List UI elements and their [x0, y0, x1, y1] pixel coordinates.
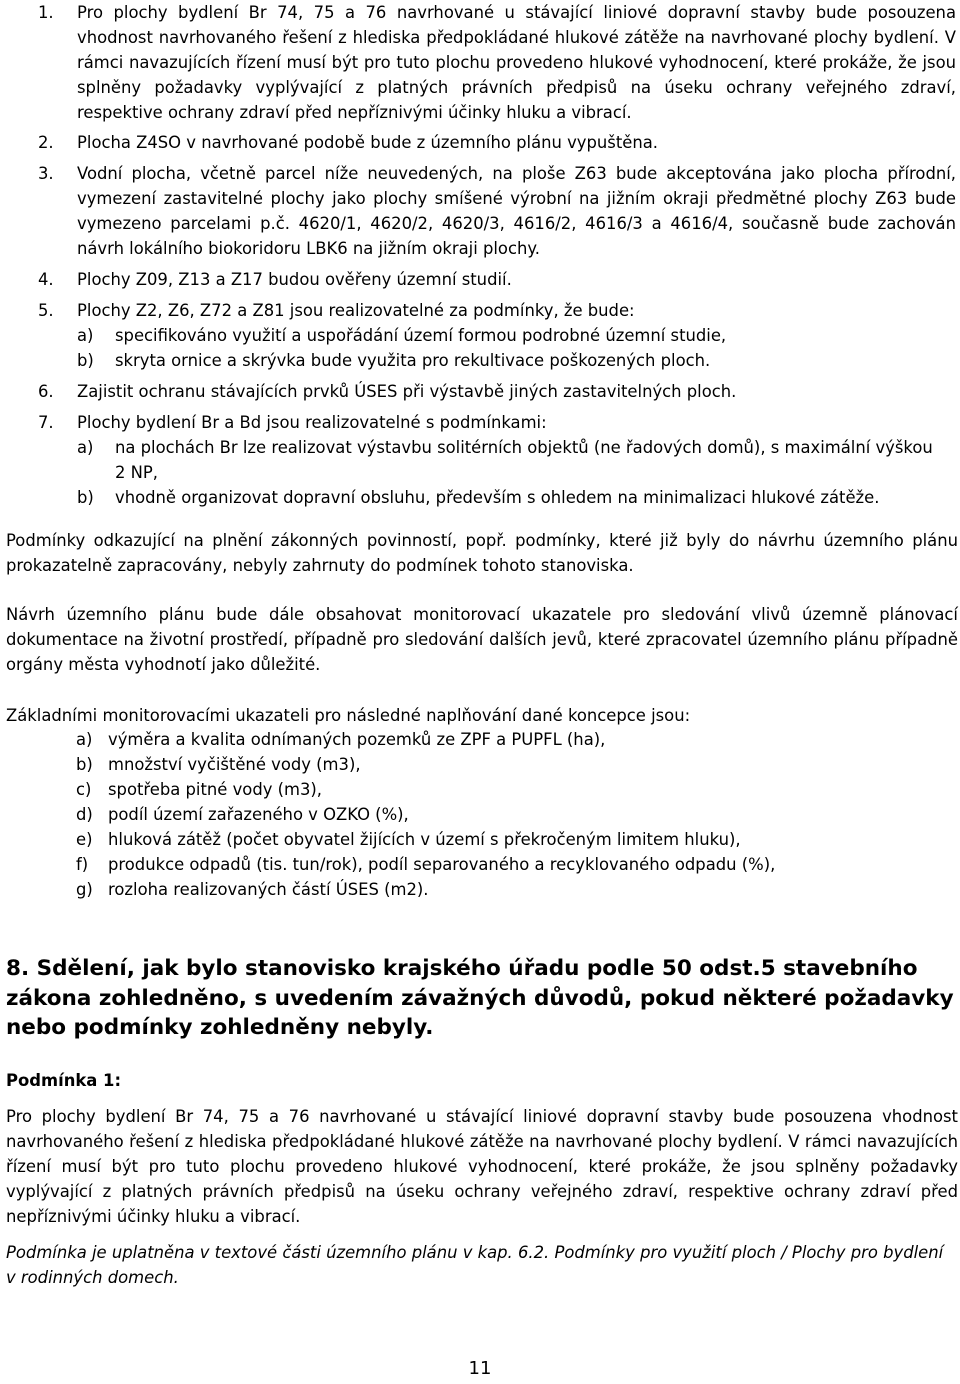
sub-item-text: skryta ornice a skrývka bude využita pro rekultivace poškozených ploch. — [115, 351, 711, 370]
list-item — [0, 298, 960, 373]
sub-item — [77, 485, 960, 510]
sub-item-label: b) — [77, 351, 94, 370]
list-item-label: f) — [76, 855, 89, 874]
list-item-number: 2. — [38, 133, 54, 152]
section-heading: 8. Sdělení, jak bylo stanovisko krajského úřadu podle 50 odst.5 stavebního zákona zohledněno, s uvedením závažných důvodů, pokud některé požadavky nebo podmínky zohledněny nebyly. — [6, 956, 954, 1040]
list-item — [0, 161, 960, 261]
monitoring-paragraph: Návrh územního plánu bude dále obsahovat monitorovací ukazatele pro sledování vlivů územně plánovací dokumentace na životní prostředí, případně pro sledování dalších jevů, které zpracovatel územního plánu případně orgány města vyhodnotí jako důležité. — [6, 605, 958, 674]
list-item-number: 4. — [38, 270, 54, 289]
list-item — [0, 777, 960, 802]
list-item — [0, 802, 960, 827]
sub-item-label: a) — [77, 438, 94, 457]
sub-item — [77, 348, 960, 373]
sub-item-text: na plochách Br lze realizovat výstavbu solitérních objektů (ne řadových domů), s maximální výškou 2 NP, — [115, 438, 933, 482]
sub-item-text: vhodně organizovat dopravní obsluhu, především s ohledem na minimalizaci hlukové zátěže. — [115, 488, 880, 507]
list-item — [0, 752, 960, 777]
list-item-label: g) — [76, 880, 93, 899]
list-item-label: e) — [76, 830, 93, 849]
conditions-list — [0, 0, 960, 510]
conditions-paragraph: Podmínky odkazující na plnění zákonných povinností, popř. podmínky, které již byly do návrhu územního plánu prokazatelně zapracovány, nebyly zahrnuty do podmínek tohoto stanoviska. — [6, 531, 958, 575]
list-item-text: Pro plochy bydlení Br 74, 75 a 76 navrhované u stávající liniové dopravní stavby bude posouzena vhodnost navrhovaného řešení z hlediska předpokládané hlukové zátěže na navrhované plochy bydlení. V rámci navazujících řízení musí být pro tuto plochu provedeno hlukové vyhodnocení, které prokáže, že jsou splněny požadavky vyplývající z platných právních předpisů na úseku ochrany veřejného zdraví, respektive ochrany zdraví před nepříznivými účinky hluku a vibrací. — [77, 3, 956, 122]
list-item-text: hluková zátěž (počet obyvatel žijících v území s překročeným limitem hluku), — [108, 830, 741, 849]
list-item-label: b) — [76, 755, 93, 774]
list-item-number: 5. — [38, 301, 54, 320]
list-item — [0, 267, 960, 292]
list-item-text: Vodní plocha, včetně parcel níže neuvedených, na ploše Z63 bude akceptována jako plocha přírodní, vymezení zastavitelné plochy jako plochy smíšené výrobní na jižním okraji předmětné plochy Z63 bude vymezeno parcelami p.č. 4620/1, 4620/2, 4620/3, 4616/2, 4616/3 a 4616/4, současně bude zachován návrh lokálního biokoridoru LBK6 na jižním okraji plochy. — [77, 164, 956, 258]
list-item-text: podíl území zařazeného v OZKO (%), — [108, 805, 409, 824]
list-item — [0, 827, 960, 852]
list-item-text: Zajistit ochranu stávajících prvků ÚSES při výstavbě jiných zastavitelných ploch. — [77, 382, 737, 401]
list-item — [0, 379, 960, 404]
list-item-text: množství vyčištěné vody (m3), — [108, 755, 361, 774]
sub-item-text: specifikováno využití a uspořádání území formou podrobné územní studie, — [115, 326, 727, 345]
list-item-text: Plocha Z4SO v navrhované podobě bude z územního plánu vypuštěna. — [77, 133, 658, 152]
sub-item-label: a) — [77, 326, 94, 345]
list-item — [0, 727, 960, 752]
list-item — [0, 0, 960, 125]
list-item — [0, 130, 960, 155]
list-item-number: 7. — [38, 413, 54, 432]
list-item-number: 6. — [38, 382, 54, 401]
list-item — [0, 410, 960, 510]
monitoring-intro: Základními monitorovacími ukazateli pro následné naplňování dané koncepce jsou: — [6, 706, 691, 725]
condition-text: Pro plochy bydlení Br 74, 75 a 76 navrhované u stávající liniové dopravní stavby bude posouzena vhodnost navrhovaného řešení z hlediska předpokládané hlukové zátěže na navrhované plochy bydlení. V rámci navazujících řízení musí být pro tuto plochu provedeno hlukové vyhodnocení, které prokáže, že jsou splněny požadavky vyplývající z platných právních předpisů na úseku ochrany veřejného zdraví, respektive ochrany zdraví před nepříznivými účinky hluku a vibrací. — [6, 1107, 958, 1226]
list-item-text: rozloha realizovaných částí ÚSES (m2). — [108, 880, 429, 899]
list-item-number: 3. — [38, 164, 54, 183]
condition-note: Podmínka je uplatněna v textové části územního plánu v kap. 6.2. Podmínky pro využití ploch / Plochy pro bydlení v rodinných domech. — [6, 1243, 944, 1287]
list-item-text: Plochy Z2, Z6, Z72 a Z81 jsou realizovatelné za podmínky, že bude: — [77, 301, 635, 320]
list-item-label: c) — [76, 780, 92, 799]
list-item-text: Plochy Z09, Z13 a Z17 budou ověřeny územní studií. — [77, 270, 512, 289]
page-number: 11 — [468, 1358, 492, 1379]
list-item-text: výměra a kvalita odnímaných pozemků ze ZPF a PUPFL (ha), — [108, 730, 606, 749]
condition-label: Podmínka 1: — [6, 1071, 121, 1090]
list-item-text: Plochy bydlení Br a Bd jsou realizovatelné s podmínkami: — [77, 413, 547, 432]
sub-item-label: b) — [77, 488, 94, 507]
list-item-text: spotřeba pitné vody (m3), — [108, 780, 323, 799]
list-item — [0, 852, 960, 877]
list-item-label: a) — [76, 730, 93, 749]
sub-item — [77, 435, 960, 485]
list-item-number: 1. — [38, 3, 54, 22]
list-item-label: d) — [76, 805, 93, 824]
monitoring-list — [0, 727, 960, 902]
sub-item — [77, 323, 960, 348]
list-item — [0, 877, 960, 902]
list-item-text: produkce odpadů (tis. tun/rok), podíl separovaného a recyklovaného odpadu (%), — [108, 855, 776, 874]
